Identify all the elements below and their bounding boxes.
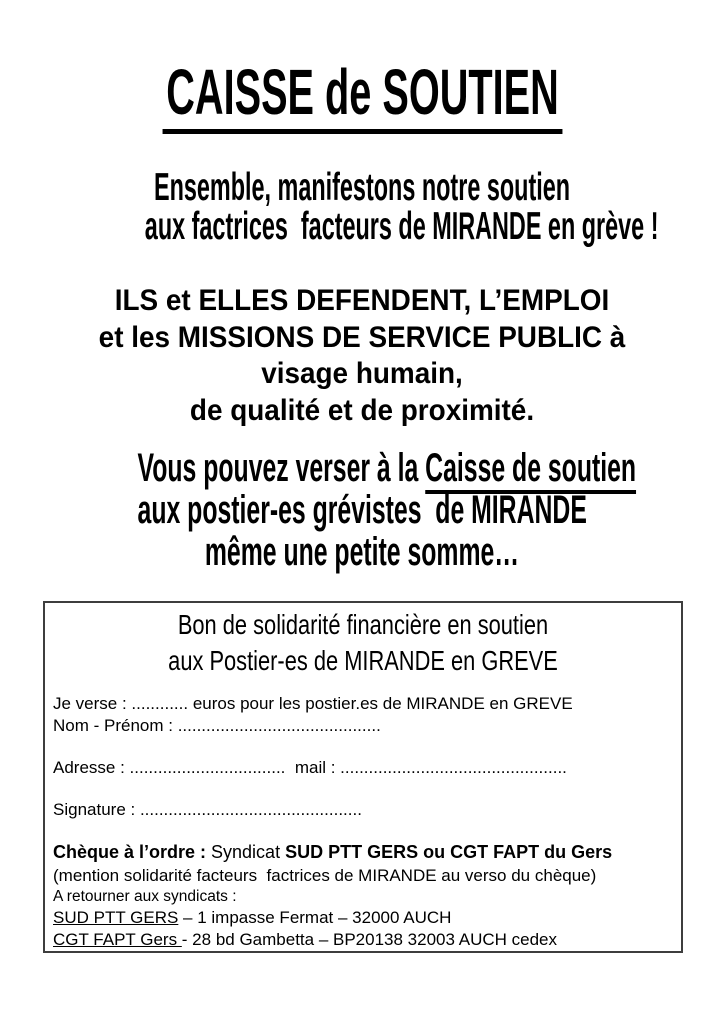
appeal-line-1	[137, 446, 637, 490]
caisse-de-soutien-underline: Caisse de soutien	[425, 446, 636, 494]
cheque-organisations: SUD PTT GERS ou CGT FAPT du Gers	[285, 842, 613, 863]
field-je-verse: Je verse : ............ euros pour les postier.es de MIRANDE en GREVE	[53, 693, 573, 713]
page-title: CAISSE de SOUTIEN	[162, 60, 562, 134]
field-adresse-mail: Adresse : ................................. mail : ................................................	[53, 757, 567, 777]
syndicat-cgt-rest: - 28 bd Gambetta – BP20138 32003 AUCH cedex	[181, 929, 557, 949]
strike-message	[0, 283, 724, 429]
syndicat-sud-address	[53, 907, 673, 929]
syndicat-cgt-address	[53, 929, 673, 951]
syndicat-cgt-name: CGT FAPT Gers	[53, 929, 182, 949]
appeal-line-1-prefix: Vous pouvez verser à la	[137, 446, 426, 490]
title-area	[0, 56, 724, 134]
subtitle-line-1: Ensemble, manifestons notre soutien	[153, 166, 571, 209]
message-line-3: visage humain,	[261, 357, 463, 391]
message-line-4: de qualité et de proximité.	[189, 393, 535, 427]
coupon-form	[53, 693, 673, 951]
mention-note: (mention solidarité facteurs factrices de MIRANDE au verso du chèque)	[53, 865, 597, 885]
field-signature: Signature : ...............................................	[53, 800, 362, 820]
message-line-2: et les MISSIONS DE SERVICE PUBLIC à	[98, 320, 626, 354]
appeal-line-2: aux postier-es grévistes de MIRANDE	[137, 488, 587, 532]
coupon-title	[53, 607, 673, 680]
donation-coupon	[43, 601, 683, 953]
coupon-title-line-2: aux Postier-es de MIRANDE en GREVE	[168, 645, 558, 677]
subtitle-line-2: aux factrices facteurs de MIRANDE en grève !	[144, 205, 659, 248]
field-nom-prenom: Nom - Prénom : ...........................................	[53, 715, 381, 735]
appeal-line-3: même une petite somme…	[204, 530, 520, 574]
coupon-title-line-1: Bon de solidarité financière en soutien	[177, 609, 549, 640]
subtitle	[0, 168, 724, 246]
cheque-label: Chèque à l’ordre :	[53, 842, 212, 863]
donation-appeal	[0, 447, 724, 573]
cheque-middle: Syndicat	[211, 842, 286, 863]
syndicat-sud-name: SUD PTT GERS	[53, 907, 179, 927]
syndicat-sud-rest: – 1 impasse Fermat – 32000 AUCH	[178, 907, 452, 927]
cheque-instruction	[53, 841, 673, 864]
message-line-1: ILS et ELLES DEFENDENT, L’EMPLOI	[114, 284, 610, 317]
return-instruction: A retourner aux syndicats :	[53, 887, 237, 905]
